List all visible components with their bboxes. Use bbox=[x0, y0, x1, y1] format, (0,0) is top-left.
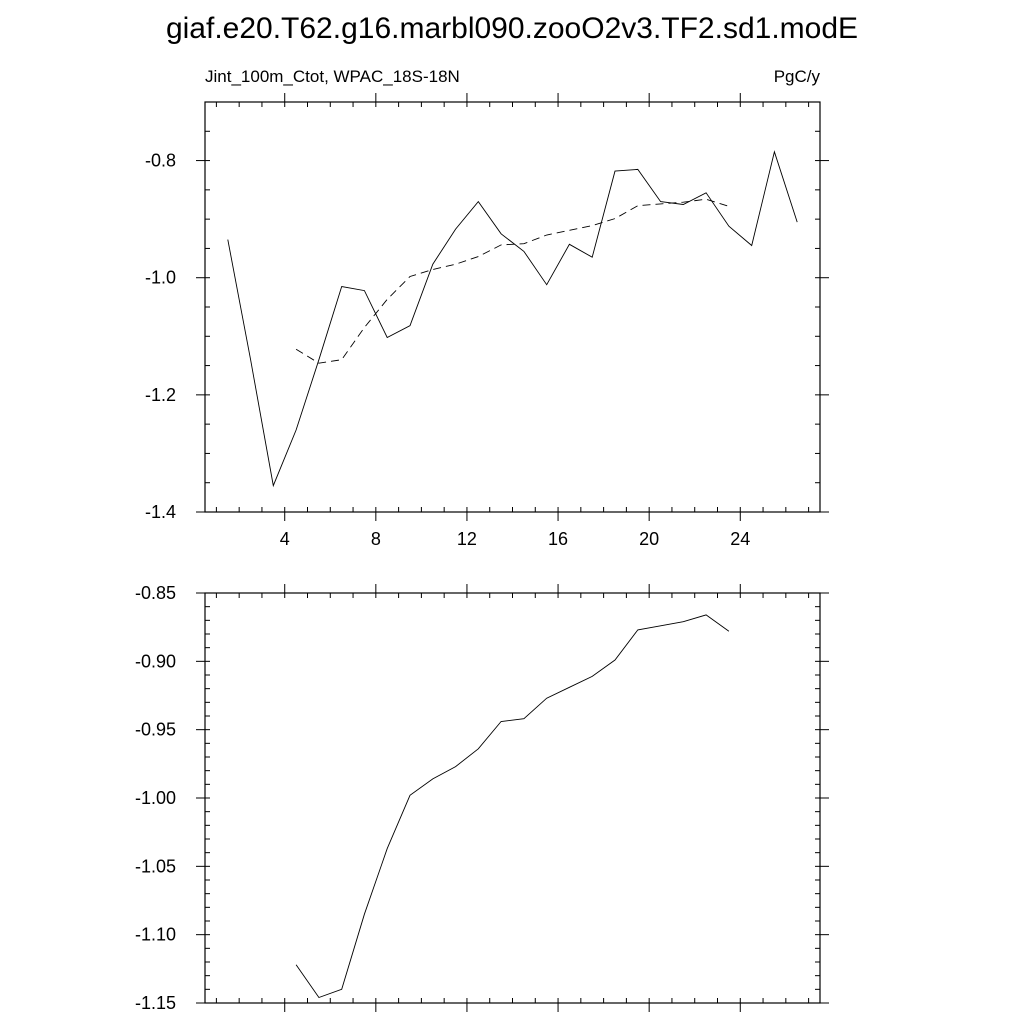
solid-series-line bbox=[296, 615, 729, 998]
bottom-panel-tick-labels bbox=[135, 583, 176, 1013]
y-tick-label: -0.95 bbox=[134, 719, 176, 740]
solid-series-line bbox=[228, 152, 797, 486]
x-tick-label: 20 bbox=[639, 529, 660, 549]
figure-title: giaf.e20.T62.g16.marbl090.zooO2v3.TF2.sd1.modE bbox=[165, 12, 859, 45]
bottom-panel-series bbox=[296, 615, 729, 998]
top-panel bbox=[145, 67, 829, 549]
y-tick-label: -0.8 bbox=[144, 150, 176, 171]
bottom-panel-frame bbox=[205, 593, 820, 1003]
top-panel-tick-labels bbox=[145, 151, 750, 549]
top-panel-frame bbox=[205, 102, 820, 512]
bottom-panel bbox=[135, 583, 829, 1013]
top-panel-ticks bbox=[196, 93, 829, 521]
y-tick-label: -1.0 bbox=[144, 267, 176, 288]
x-tick-label: 4 bbox=[279, 529, 290, 549]
y-tick-label: -0.85 bbox=[134, 583, 176, 603]
x-tick-label: 16 bbox=[548, 529, 569, 549]
top-panel-series bbox=[228, 152, 797, 486]
top-panel-subtitle-left: Jint_100m_Ctot, WPAC_18S-18N bbox=[205, 67, 460, 86]
y-tick-label: -1.00 bbox=[134, 788, 176, 808]
top-panel-units-label: PgC/y bbox=[773, 67, 820, 86]
x-tick-label: 12 bbox=[456, 529, 477, 549]
y-tick-label: -1.15 bbox=[134, 993, 176, 1013]
y-tick-label: -1.4 bbox=[144, 502, 176, 522]
y-tick-label: -0.90 bbox=[134, 651, 176, 672]
y-tick-label: -1.10 bbox=[134, 924, 176, 945]
bottom-panel-ticks bbox=[196, 584, 829, 1012]
y-tick-label: -1.2 bbox=[144, 384, 176, 405]
x-tick-label: 8 bbox=[370, 529, 381, 549]
dashed-series-line bbox=[296, 199, 729, 363]
y-tick-label: -1.05 bbox=[134, 856, 176, 877]
x-tick-label: 24 bbox=[730, 529, 751, 549]
